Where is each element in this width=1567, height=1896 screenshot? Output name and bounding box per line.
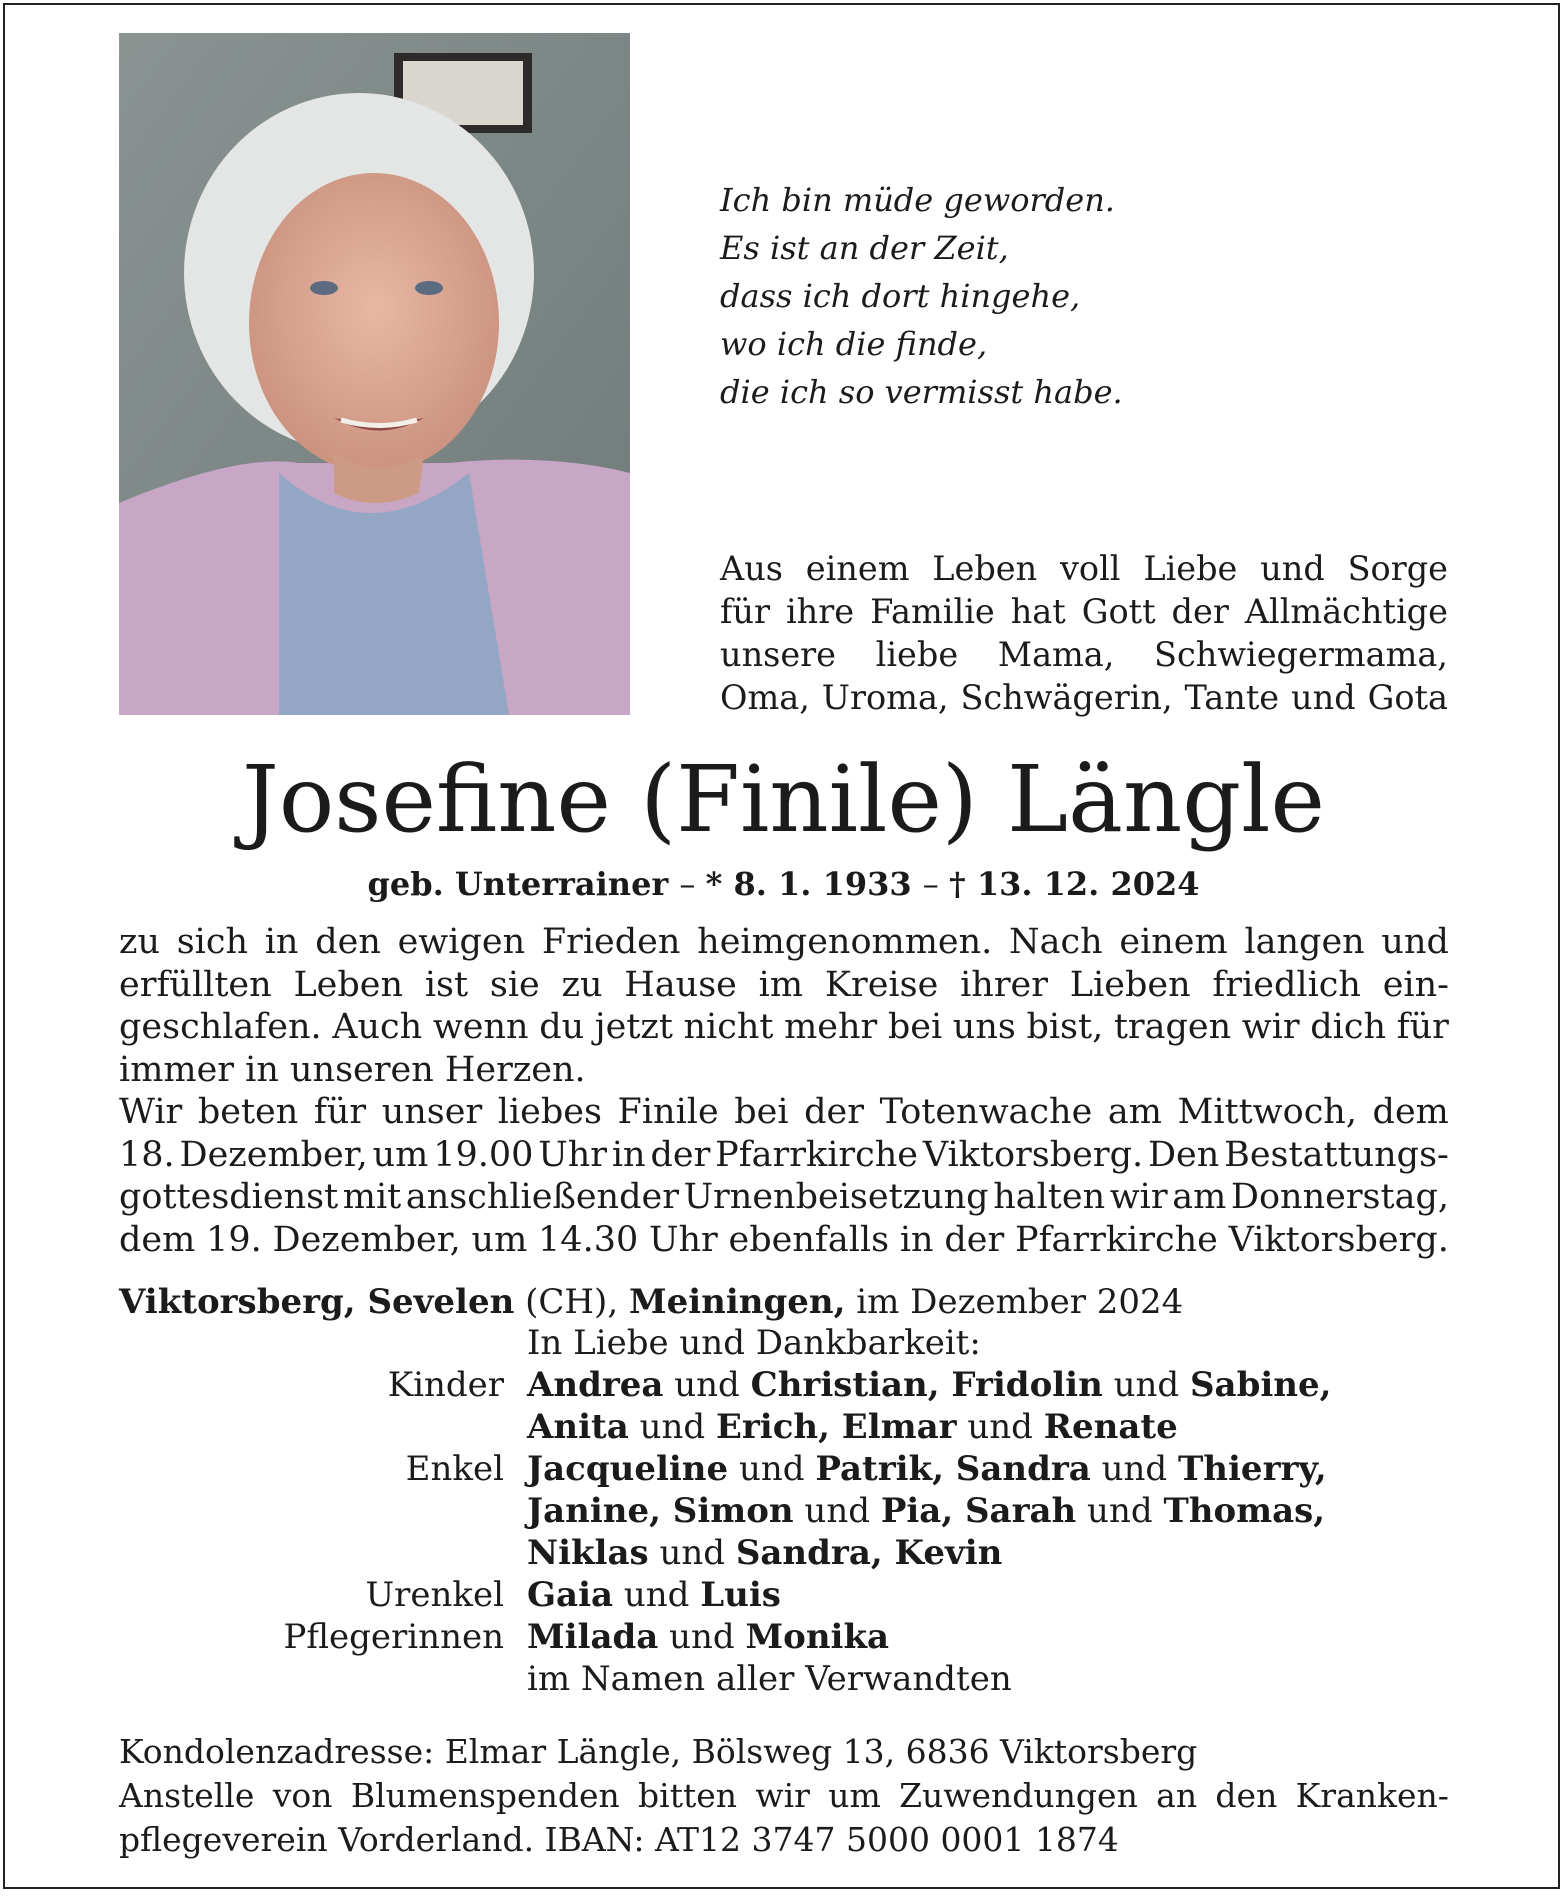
dash: – (922, 865, 939, 903)
text-line (119, 964, 1449, 1007)
place-date-line (119, 1280, 1183, 1324)
word: ewigen (397, 922, 526, 962)
text-line (119, 1134, 1449, 1177)
names-line (527, 1574, 781, 1616)
word: Den (1147, 1134, 1220, 1175)
word: dem (119, 1219, 196, 1260)
word: Uhr (649, 1219, 718, 1260)
word: Schwiegermama, (1154, 635, 1448, 674)
word: Wir (119, 1092, 183, 1132)
text-line (119, 1176, 1449, 1219)
word: zu (119, 922, 160, 962)
word: bist, (1026, 1007, 1104, 1047)
connector: und (1076, 1491, 1164, 1531)
intro-paragraph (720, 547, 1448, 719)
mourner-name: Jacqueline (527, 1449, 729, 1489)
word: Mama, (997, 635, 1115, 674)
word: an (1156, 1776, 1198, 1815)
footer-info (119, 1730, 1449, 1862)
word: mehr (784, 1007, 878, 1047)
poem-line: Es ist an der Zeit, (720, 229, 1009, 267)
word: und (1260, 549, 1325, 588)
word: heimgenommen. (697, 922, 993, 962)
place-country: (CH), (514, 1282, 629, 1322)
word: ihrer (960, 964, 1049, 1005)
word: gottesdienst (119, 1177, 339, 1217)
mourner-name: Thierry, (1178, 1449, 1327, 1489)
word: von (272, 1776, 333, 1815)
word: du (539, 1007, 585, 1047)
word: am (1107, 1092, 1162, 1132)
word: der (804, 1092, 864, 1132)
word: langen (1244, 922, 1365, 962)
mourner-name: Christian, Fridolin (750, 1365, 1103, 1405)
word: tragen (1113, 1007, 1232, 1047)
names-line (527, 1364, 1331, 1406)
connector: und (728, 1449, 816, 1489)
text-line (119, 1219, 1449, 1262)
word: für (313, 1092, 367, 1132)
word: dem (1372, 1092, 1449, 1132)
word: Uhr (538, 1134, 608, 1175)
word: unser (381, 1092, 483, 1132)
names-line (527, 1406, 1178, 1448)
connector: und (663, 1365, 751, 1405)
word: Nach (1009, 922, 1103, 962)
word: 14.30 (538, 1219, 639, 1260)
word: Schwägerin, (960, 678, 1173, 717)
deceased-name: Josefine (Finile) Längle (241, 746, 1326, 853)
mourner-name: Sabine, (1190, 1365, 1332, 1405)
connector: und (1102, 1365, 1190, 1405)
word: ebenfalls (728, 1219, 890, 1260)
donation-line (119, 1774, 1449, 1818)
date-text: im Dezember 2024 (845, 1282, 1184, 1322)
word: Frieden (541, 922, 681, 962)
word: Viktorsberg. (1228, 1219, 1449, 1260)
intro-line (720, 590, 1448, 633)
word: Kreise (824, 964, 939, 1005)
word: Pfarrkirche (1015, 1219, 1218, 1260)
word: Aus (720, 549, 783, 588)
word: Dezember, (272, 1219, 461, 1260)
role-label: Kinder (387, 1365, 504, 1405)
word: ist (424, 964, 469, 1005)
word: bei (734, 1092, 789, 1132)
poem-line: wo ich die finde, (720, 325, 988, 363)
obituary-text (119, 921, 1449, 1261)
word: sie (489, 964, 540, 1005)
word: der (650, 1134, 711, 1175)
word: Sorge (1347, 549, 1448, 588)
role-label: Urenkel (365, 1575, 504, 1615)
names-line (527, 1532, 1002, 1574)
word: um (372, 1134, 429, 1175)
word: wenn (432, 1007, 529, 1047)
word: 19. (206, 1219, 262, 1260)
connector: und (1090, 1449, 1178, 1489)
word: 19.00 (433, 1134, 534, 1175)
word: den (1215, 1776, 1278, 1815)
closing-line: im Namen aller Verwandten (527, 1659, 1012, 1699)
role-label: Pflegerinnen (283, 1617, 504, 1657)
text-line (119, 1091, 1449, 1134)
word: liebe (875, 635, 959, 674)
word: in (264, 922, 299, 962)
word: im (758, 964, 804, 1005)
word: zu (561, 964, 603, 1005)
word: in (899, 1219, 934, 1260)
word: der (1171, 592, 1229, 631)
word: für (1396, 1007, 1449, 1047)
names-line (527, 1448, 1327, 1490)
mourner-name: Patrik, Sandra (815, 1449, 1091, 1489)
life-dates (0, 862, 1567, 906)
word: Auch (332, 1007, 423, 1047)
connector: und (613, 1575, 701, 1615)
word: Urnenbeisetzung (683, 1177, 989, 1217)
word: friedlich (1212, 964, 1361, 1005)
mourner-name: Sandra, Kevin (735, 1533, 1003, 1573)
word: Leben (293, 964, 404, 1005)
connector: und (648, 1533, 736, 1573)
condolence-address: Kondolenzadresse: Elmar Längle, Bölsweg 13, 6836 Viktorsberg (119, 1732, 1198, 1771)
portrait-photo (119, 33, 630, 715)
mourner-name: Niklas (527, 1533, 649, 1573)
word: wir (1241, 1007, 1300, 1047)
word: Familie (870, 592, 995, 631)
word: bitten (638, 1776, 738, 1815)
mourner-name: Thomas, (1163, 1491, 1326, 1531)
mourner-name: Andrea (527, 1365, 664, 1405)
word: anschließender (405, 1177, 679, 1217)
poem-verse (720, 176, 1123, 416)
word: Gota (1367, 678, 1448, 717)
word: liebes (497, 1092, 602, 1132)
poem-line: die ich so vermisst habe. (720, 373, 1123, 411)
connector: und (628, 1407, 716, 1447)
death-date: † 13. 12. 2024 (948, 865, 1200, 903)
word: voll (1060, 549, 1121, 588)
place-bold: Meiningen, (628, 1282, 846, 1322)
connector: und (793, 1491, 881, 1531)
word: Bestattungs- (1224, 1134, 1449, 1175)
word: bei (887, 1007, 943, 1047)
word: Oma, (720, 678, 810, 717)
word: um (471, 1219, 528, 1260)
word: nicht (683, 1007, 774, 1047)
text-line (119, 1006, 1449, 1049)
word: jetzt (594, 1007, 673, 1047)
word: unsere (720, 635, 837, 674)
place-bold: Viktorsberg, Sevelen (119, 1282, 515, 1322)
word: wir (1109, 1177, 1168, 1217)
word: Leben (932, 549, 1038, 588)
word: dich (1310, 1007, 1386, 1047)
poem-line: dass ich dort hingehe, (720, 277, 1081, 315)
word: ein- (1382, 964, 1449, 1005)
mourner-name: Erich, Elmar (715, 1407, 957, 1447)
word: Tante (1184, 678, 1280, 717)
intro-line (720, 633, 1448, 676)
word: hat (1010, 592, 1066, 631)
word: Anstelle (119, 1776, 255, 1815)
word: einem (1119, 922, 1228, 962)
role-label: Enkel (405, 1449, 504, 1489)
connector: und (956, 1407, 1044, 1447)
connector: und (658, 1617, 746, 1657)
mourner-name: Anita (527, 1407, 629, 1447)
word: einem (805, 549, 910, 588)
word: Mittwoch, (1177, 1092, 1357, 1132)
intro-line (720, 547, 1448, 590)
word: Dezember, (179, 1134, 368, 1175)
text-line: immer in unseren Herzen. (119, 1049, 586, 1090)
word: und (1291, 678, 1356, 717)
word: Liebe (1143, 549, 1238, 588)
word: Blumenspenden (350, 1776, 620, 1815)
word: Totenwache (879, 1092, 1093, 1132)
word: und (1381, 922, 1449, 962)
word: uns (952, 1007, 1016, 1047)
mourners-heading: In Liebe und Dankbarkeit: (527, 1323, 981, 1363)
mourner-name: Monika (745, 1617, 890, 1657)
mourner-name: Pia, Sarah (880, 1491, 1077, 1531)
word: Hause (624, 964, 737, 1005)
word: 18. (119, 1134, 175, 1175)
word: um (828, 1776, 881, 1815)
mourner-name: Luis (700, 1575, 781, 1615)
mourners-list (0, 1322, 1567, 1700)
poem-line: Ich bin müde geworden. (720, 181, 1115, 219)
names-line (527, 1490, 1325, 1532)
word: ihre (785, 592, 855, 631)
word: den (315, 922, 381, 962)
word: sich (176, 922, 249, 962)
word: Kranken- (1295, 1776, 1449, 1815)
word: Pfarrkirche (715, 1134, 918, 1175)
word: mit (342, 1177, 402, 1217)
word: Allmächtige (1244, 592, 1448, 631)
word: Donnerstag, (1230, 1177, 1449, 1217)
intro-line (720, 676, 1448, 719)
word: erfüllten (119, 964, 272, 1005)
word: Gott (1081, 592, 1156, 631)
word: wir (755, 1776, 810, 1815)
mourner-name: Renate (1043, 1407, 1178, 1447)
text-line (119, 921, 1449, 964)
mourner-name: Milada (527, 1617, 659, 1657)
word: geschlafen. (119, 1007, 322, 1047)
mourner-name: Janine, Simon (527, 1491, 794, 1531)
names-line (527, 1616, 889, 1658)
word: Uroma, (821, 678, 949, 717)
word: halten (993, 1177, 1106, 1217)
birth-name: geb. Unterrainer (367, 865, 669, 903)
word: Lieben (1069, 964, 1191, 1005)
mourner-name: Gaia (527, 1575, 614, 1615)
dash: – (679, 865, 696, 903)
word: für (720, 592, 770, 631)
word: in (611, 1134, 646, 1175)
word: Finile (617, 1092, 719, 1132)
word: am (1172, 1177, 1227, 1217)
word: der (944, 1219, 1005, 1260)
donation-line: pflegeverein Vorderland. IBAN: AT12 3747 5000 0001 1874 (119, 1820, 1119, 1859)
word: Zuwendungen (899, 1776, 1138, 1815)
word: Viktorsberg. (922, 1134, 1144, 1175)
word: beten (197, 1092, 299, 1132)
birth-date: * 8. 1. 1933 (705, 865, 912, 903)
